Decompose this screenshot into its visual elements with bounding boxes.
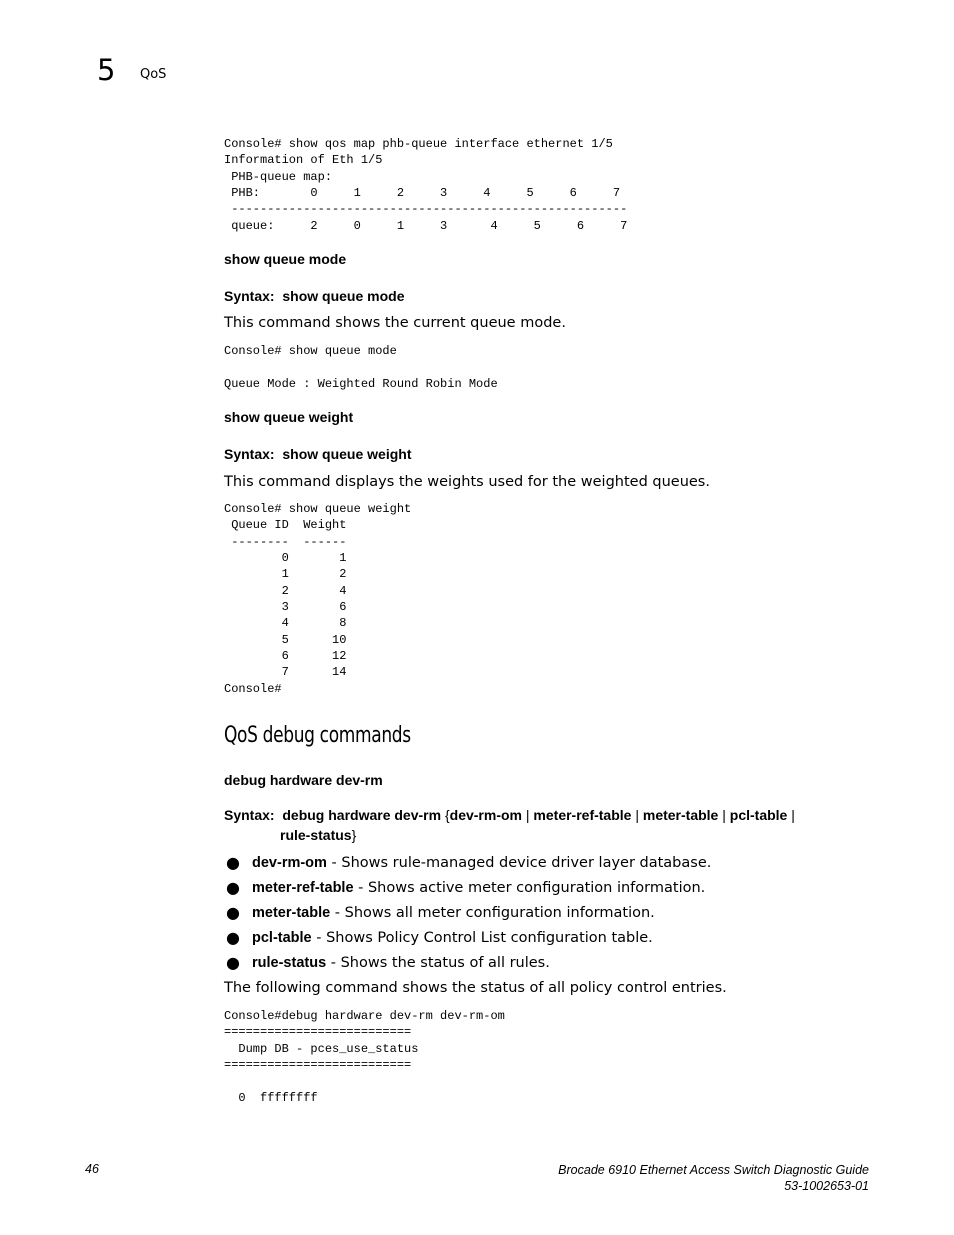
option-list xyxy=(224,853,844,978)
doc-title: Brocade 6910 Ethernet Access Switch Diagnostic Guide xyxy=(558,1163,869,1177)
description-queue-weight: This command displays the weights used for the weighted queues. xyxy=(224,474,710,490)
syntax-separator: | xyxy=(522,807,534,823)
syntax-debug xyxy=(224,806,824,845)
syntax-label: Syntax: xyxy=(224,446,275,462)
code-block-debug: Console#debug hardware dev-rm dev-rm-om ========================== Dump DB - pces_use_status ========================== 0 ffffffff xyxy=(224,1009,505,1105)
section-title-debug: QoS debug commands xyxy=(224,723,411,748)
syntax-label: Syntax: xyxy=(224,807,275,823)
syntax-option: pcl-table xyxy=(729,807,788,823)
option-description: - Shows Policy Control List configuration table. xyxy=(311,930,653,946)
syntax-brace-close: } xyxy=(351,826,357,843)
page-number: 46 xyxy=(85,1162,99,1176)
bullet-icon: ● xyxy=(226,878,240,897)
chapter-title: QoS xyxy=(140,67,167,82)
list-item xyxy=(224,903,844,928)
syntax-queue-mode xyxy=(224,287,404,305)
chapter-number: 5 xyxy=(97,53,116,87)
bullet-icon: ● xyxy=(226,903,240,922)
syntax-label: Syntax: xyxy=(224,288,275,304)
syntax-option: meter-table xyxy=(642,807,719,823)
option-term: rule-status xyxy=(252,955,327,971)
bullet-icon: ● xyxy=(226,853,240,872)
option-term: meter-ref-table xyxy=(252,880,354,896)
doc-number: 53-1002653-01 xyxy=(784,1179,869,1193)
bullet-icon: ● xyxy=(226,953,240,972)
syntax-option: dev-rm-om xyxy=(449,807,522,823)
option-term: pcl-table xyxy=(252,930,312,946)
code-block-queue-weight: Console# show queue weight Queue ID Weight -------- ------ 0 1 1 2 2 4 3 6 4 8 5 10 6 12 7 14 Console# xyxy=(224,502,412,696)
list-item xyxy=(224,853,844,878)
syntax-line-1 xyxy=(224,806,824,826)
command-heading-queue-mode: show queue mode xyxy=(224,251,347,267)
syntax-queue-weight xyxy=(224,445,411,463)
option-description: - Shows all meter configuration information. xyxy=(330,905,655,921)
option-term: dev-rm-om xyxy=(252,855,327,871)
syntax-separator: | xyxy=(718,807,730,823)
list-item xyxy=(224,953,844,978)
syntax-separator: | xyxy=(787,807,795,823)
syntax-separator: | xyxy=(631,807,643,823)
syntax-option: rule-status xyxy=(280,826,352,843)
syntax-line-2 xyxy=(224,826,824,846)
list-item xyxy=(224,928,844,953)
bullet-icon: ● xyxy=(226,928,240,947)
option-description: - Shows active meter configuration information. xyxy=(353,880,706,896)
syntax-command: show queue weight xyxy=(282,446,412,462)
option-term: meter-table xyxy=(252,905,331,921)
footer-doc-info xyxy=(558,1162,869,1194)
syntax-command: debug hardware dev-rm xyxy=(282,807,442,823)
option-description: - Shows the status of all rules. xyxy=(326,955,550,971)
command-heading-debug: debug hardware dev-rm xyxy=(224,772,383,788)
description-debug: The following command shows the status of all policy control entries. xyxy=(224,980,727,996)
code-block-queue-mode: Console# show queue mode Queue Mode : Weighted Round Robin Mode xyxy=(224,344,498,391)
syntax-command: show queue mode xyxy=(282,288,405,304)
description-queue-mode: This command shows the current queue mode. xyxy=(224,315,566,331)
option-description: - Shows rule-managed device driver layer database. xyxy=(326,855,712,871)
syntax-option: meter-ref-table xyxy=(533,807,632,823)
command-heading-queue-weight: show queue weight xyxy=(224,409,354,425)
list-item xyxy=(224,878,844,903)
syntax-brace-open: { xyxy=(444,807,450,823)
code-block-phb-queue: Console# show qos map phb-queue interface ethernet 1/5 Information of Eth 1/5 PHB-queue map: PHB: 0 1 2 3 4 5 6 7 ------------------------------------------------------- queue: 2 0 1 3 4 5 6 7 xyxy=(224,137,628,233)
